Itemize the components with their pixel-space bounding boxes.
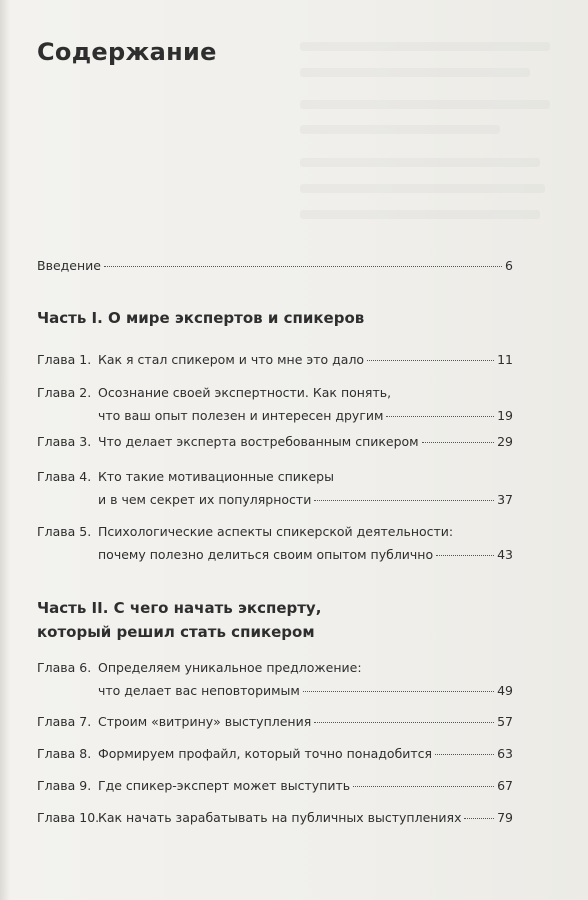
toc-entry	[37, 348, 513, 371]
chapter-page: 63	[497, 746, 513, 761]
dot-leader	[464, 818, 494, 819]
chapter-page: 49	[497, 683, 513, 698]
dot-leader	[422, 442, 494, 443]
chapter-label: Глава 1.	[37, 352, 92, 367]
toc-entry	[37, 710, 513, 733]
toc-entry	[37, 381, 513, 427]
show-through	[300, 125, 500, 134]
chapter-page: 43	[497, 547, 513, 562]
page-title: Содержание	[37, 38, 217, 66]
intro-page: 6	[505, 258, 513, 273]
chapter-label: Глава 8.	[37, 746, 92, 761]
show-through	[300, 158, 540, 167]
chapter-label: Глава 2.	[37, 385, 92, 400]
chapter-title: что ваш опыт полезен и интересен другим	[98, 408, 384, 423]
chapter-page: 37	[497, 492, 513, 507]
chapter-label: Глава 4.	[37, 469, 92, 484]
chapter-page: 67	[497, 778, 513, 793]
toc-entry	[37, 806, 513, 829]
show-through	[300, 210, 540, 219]
toc-intro	[37, 254, 513, 277]
dot-leader	[314, 722, 494, 723]
dot-leader	[436, 555, 494, 556]
page-gutter-shadow	[0, 0, 10, 900]
chapter-title: Определяем уникальное предложение:	[98, 660, 362, 675]
toc-entry	[37, 656, 513, 702]
chapter-title: Формируем профайл, который точно понадобится	[98, 746, 433, 761]
dot-leader	[314, 500, 494, 501]
chapter-page: 19	[497, 408, 513, 423]
chapter-label: Глава 5.	[37, 524, 92, 539]
show-through	[300, 42, 550, 51]
chapter-label: Глава 10.	[37, 810, 100, 825]
show-through	[300, 68, 530, 77]
toc-entry	[37, 465, 513, 511]
toc-entry	[37, 430, 513, 453]
toc-entry	[37, 520, 513, 566]
chapter-page: 11	[497, 352, 513, 367]
chapter-title: Строим «витрину» выступления	[98, 714, 312, 729]
dot-leader	[435, 754, 494, 755]
chapter-page: 57	[497, 714, 513, 729]
chapter-label: Глава 6.	[37, 660, 92, 675]
chapter-title: Как я стал спикером и что мне это дало	[98, 352, 365, 367]
chapter-label: Глава 9.	[37, 778, 92, 793]
chapter-label: Глава 7.	[37, 714, 92, 729]
dot-leader	[353, 786, 494, 787]
dot-leader	[303, 691, 494, 692]
chapter-title: и в чем секрет их популярности	[98, 492, 312, 507]
toc-entry	[37, 742, 513, 765]
intro-text: Введение	[37, 258, 101, 273]
toc-entry	[37, 774, 513, 797]
chapter-label: Глава 3.	[37, 434, 92, 449]
chapter-title: Где спикер-эксперт может выступить	[98, 778, 351, 793]
chapter-title: Как начать зарабатывать на публичных выступлениях	[98, 810, 462, 825]
chapter-page: 79	[497, 810, 513, 825]
part-title: Часть II. С чего начать эксперту, который решил стать спикером	[37, 599, 322, 641]
chapter-title: Психологические аспекты спикерской деятельности:	[98, 524, 454, 539]
show-through	[300, 184, 545, 193]
dot-leader	[367, 360, 494, 361]
show-through	[300, 100, 550, 109]
chapter-title: Осознание своей экспертности. Как понять,	[98, 385, 392, 400]
chapter-title: что делает вас неповторимым	[98, 683, 300, 698]
dot-leader	[386, 416, 494, 417]
chapter-title: Кто такие мотивационные спикеры	[98, 469, 334, 484]
chapter-title: Что делает эксперта востребованным спикером	[98, 434, 419, 449]
chapter-title: почему полезно делиться своим опытом публично	[98, 547, 434, 562]
part-title: Часть I. О мире экспертов и спикеров	[37, 309, 365, 327]
dot-leader	[104, 266, 502, 267]
chapter-page: 29	[497, 434, 513, 449]
